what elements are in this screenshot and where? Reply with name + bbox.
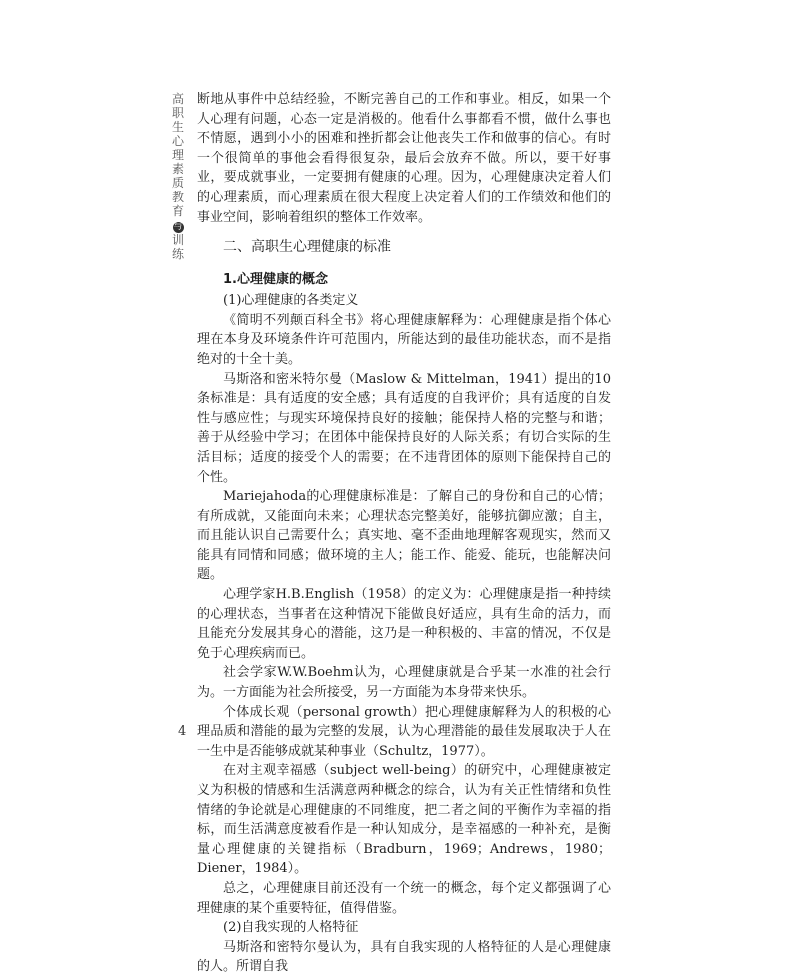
section-heading: 二、高职生心理健康的标准 — [223, 239, 391, 256]
book-title-mark: 与 — [173, 222, 183, 232]
subsection-heading: 1.心理健康的概念 — [223, 272, 328, 288]
paragraph-boehm: 社会学家W.W.Boehm认为，心理健康就是合乎某一水准的社会行为。一方面能为社会所接受，另一方面能为本身带来快乐。 — [197, 665, 611, 701]
paragraph-intro: 断地从事件中总结经验，不断完善自己的工作和事业。相反，如果一个人心理有问题，心态一定是消极的。他看什么事都看不惯，做什么事也不情愿，遇到小小的困难和挫折都会让他丧失工作和做事的信心。有时一个很简单的事他会看得很复杂，最后会放弃不做。所以，要干好事业，要成就事业，一定要拥有健康的心理。因为，心理健康决定着人们的心理素质，而心理素质在很大程度上决定着人们的工作绩效和他们的事业空间，影响着组织的整体工作效率。 — [197, 92, 611, 225]
paragraph-britannica: 《简明不列颠百科全书》将心理健康解释为：心理健康是指个体心理在本身及环境条件许可范围内，所能达到的最佳功能状态，而不是指绝对的十全十美。 — [197, 312, 611, 367]
book-title-part1: 高职生心理素质教育 — [171, 92, 184, 218]
paragraph-summary: 总之，心理健康目前还没有一个统一的概念，每个定义都强调了心理健康的某个重要特征，值得借鉴。 — [197, 880, 611, 916]
paragraph-personal-growth: 个体成长观（personal growth）把心理健康解释为人的积极的心理品质和潜能的最为完整的发展，认为心理潜能的最佳发展取决于人在一生中是否能够成就某种事业（Schultz，1977）。 — [197, 704, 611, 759]
paragraph-self-actualization: 马斯洛和密特尔曼认为，具有自我实现的人格特征的人是心理健康的人。所谓自我 — [197, 939, 611, 975]
paragraph-maslow-criteria: 马斯洛和密米特尔曼（Maslow & Mittelman，1941）提出的10条标准是：具有适度的安全感；具有适度的自我评价；具有适度的自发性与感应性；与现实环境保持良好的接触；能保持人格的完整与和谐；善于从经验中学习；在团体中能保持良好的人际关系；有切合实际的生活目标；适度的接受个人的需要；在不违背团体的原则下能保持自己的个性。 — [197, 371, 611, 485]
book-title-part2: 训练 — [171, 233, 184, 261]
paragraph-english: 心理学家H.B.English（1958）的定义为：心理健康是指一种持续的心理状态，当事者在这种情况下能做良好适应，具有生命的活力，而且能充分发展其身心的潜能，这乃是一种积极的、丰富的情况，不仅是免于心理疾病而已。 — [197, 587, 611, 661]
running-header-vertical — [170, 92, 186, 261]
item-heading-definitions: (1)心理健康的各类定义 — [223, 293, 359, 309]
page-body — [197, 90, 611, 977]
page-number: 4 — [178, 724, 187, 739]
item-heading-self-actualization: (2)自我实现的人格特征 — [223, 920, 359, 936]
paragraph-jahoda: Mariejahoda的心理健康标准是：了解自己的身份和自己的心情；有所成就，又能面向未来；心理状态完整美好，能够抗御应激；自主，而且能认识自己需要什么；真实地、毫不歪曲地理解客观现实，然而又能具有同情和同感；做环境的主人；能工作、能爱、能玩，也能解决问题。 — [197, 489, 611, 583]
paragraph-well-being: 在对主观幸福感（subject well-being）的研究中，心理健康被定义为积极的情感和生活满意两种概念的综合，认为有关正性情绪和负性情绪的争论就是心理健康的不同维度，把二者之间的平衡作为幸福的指标，而生活满意度被看作是一种认知成分，是幸福感的一种补充，是衡量心理健康的关键指标（Bradburn，1969；Andrews，1980；Diener，1984）。 — [197, 763, 611, 877]
